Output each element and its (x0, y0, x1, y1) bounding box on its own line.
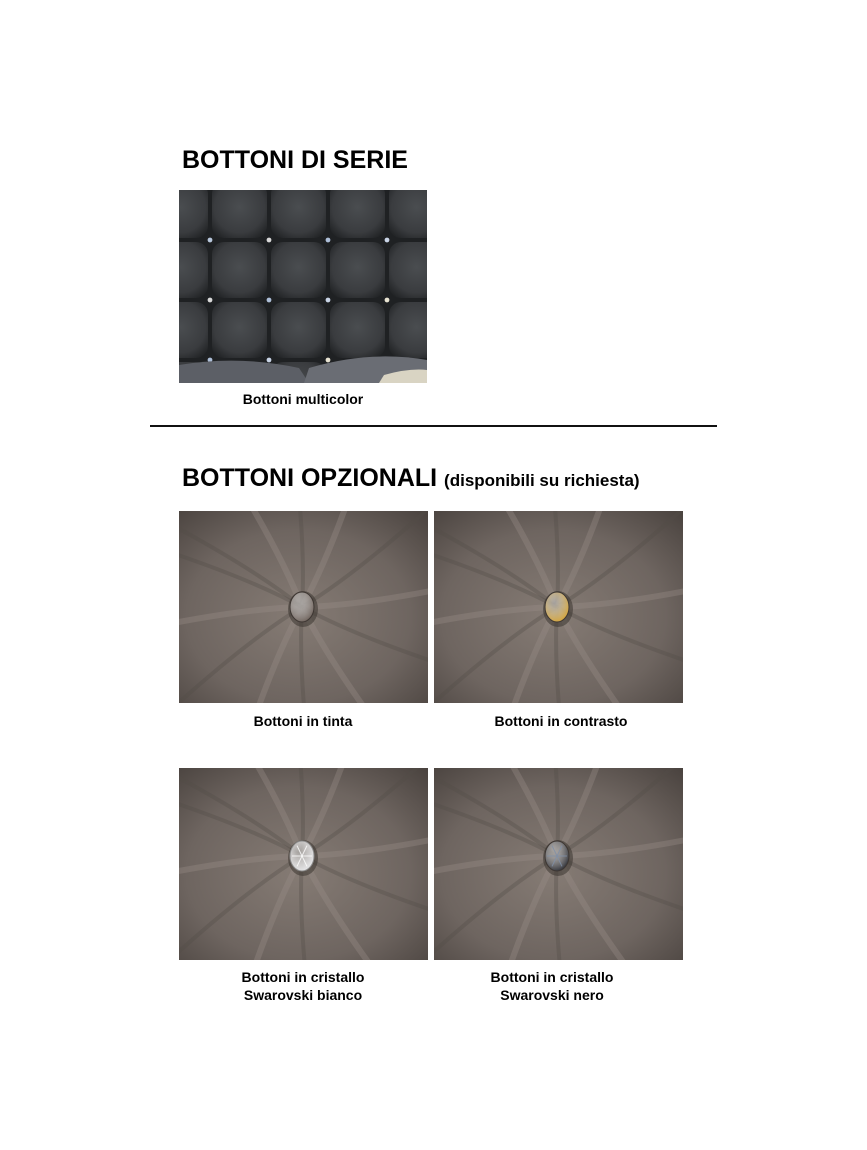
caption-line: Bottoni in tinta (253, 713, 353, 729)
optional-subtitle-text: (disponibili su richiesta) (444, 471, 640, 490)
caption-line: Swarovski bianco (243, 987, 363, 1003)
standard-buttons-caption: Bottoni multicolor (242, 391, 364, 407)
tufted-headboard-image (179, 190, 427, 383)
button-sample-image-cristallo-bianco (179, 768, 428, 960)
section-divider (150, 425, 717, 427)
standard-buttons-title: BOTTONI DI SERIE (182, 146, 408, 174)
caption-cristallo-nero (427, 968, 677, 1004)
button-sample-image-cristallo-nero (434, 768, 683, 960)
caption-line: Bottoni in cristallo (490, 969, 614, 985)
caption-cristallo-bianco (178, 968, 428, 1004)
caption-contrasto (436, 712, 686, 730)
optional-title-text: BOTTONI OPZIONALI (182, 464, 438, 492)
button-sample-image-tinta (179, 511, 428, 703)
caption-line: Bottoni in cristallo (241, 969, 365, 985)
button-sample-image-contrasto (434, 511, 683, 703)
caption-line: Swarovski nero (500, 987, 604, 1003)
caption-tinta (178, 712, 428, 730)
caption-line: Bottoni in contrasto (494, 713, 628, 729)
optional-buttons-title (182, 464, 640, 493)
